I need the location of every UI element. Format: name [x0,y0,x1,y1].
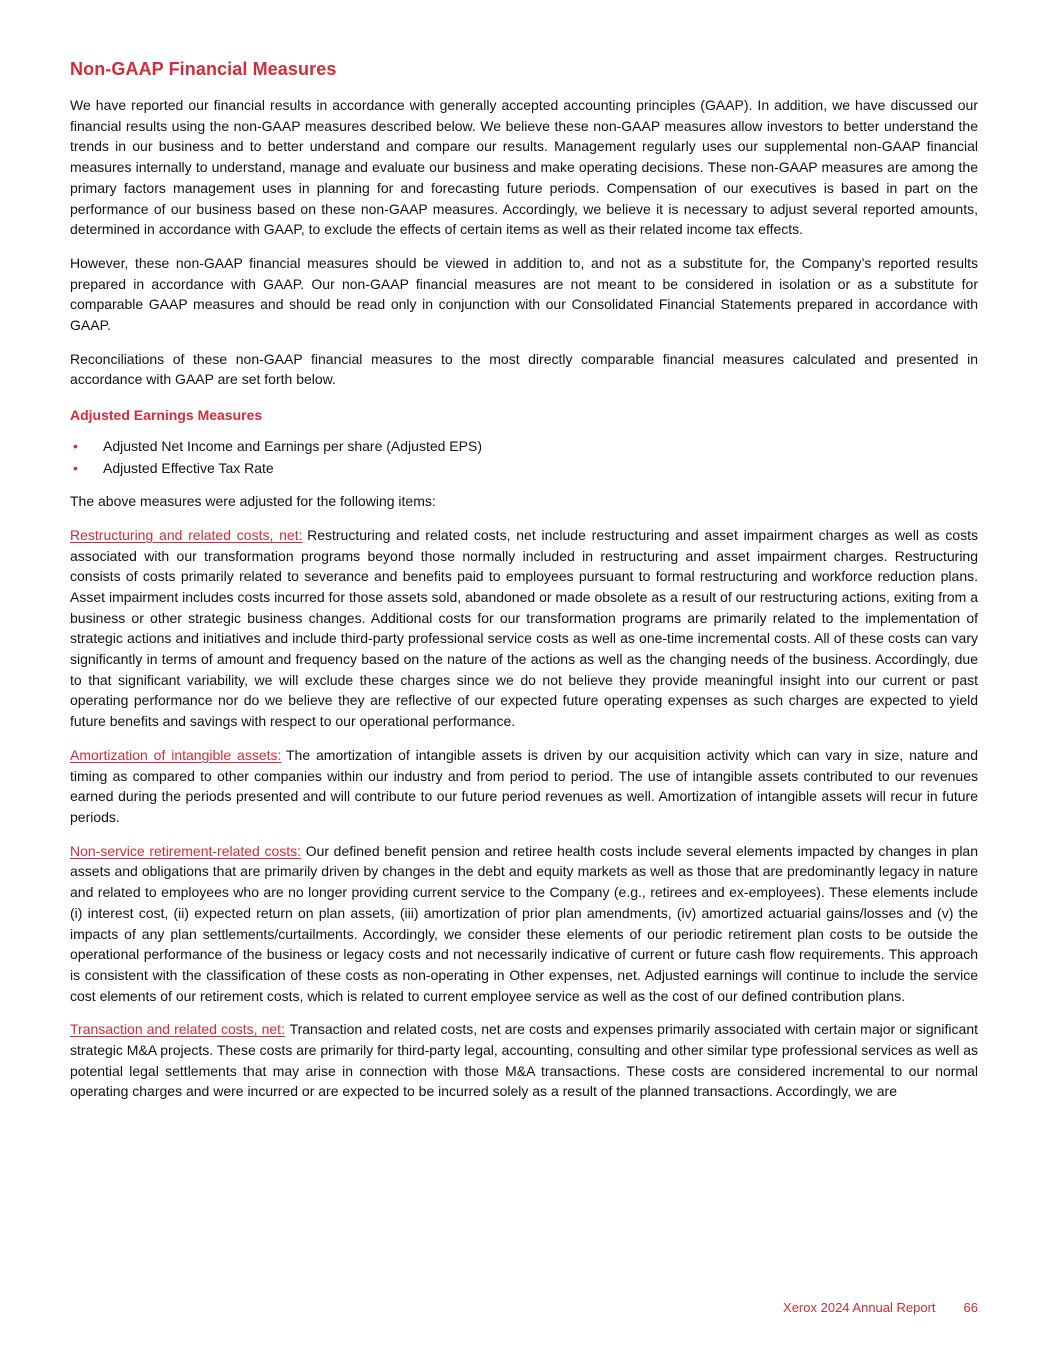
adjusted-earnings-heading: Adjusted Earnings Measures [70,407,263,424]
list-item-label: Adjusted Net Income and Earnings per share (Adjusted EPS) [103,438,482,455]
list-item-label: Adjusted Effective Tax Rate [103,459,274,476]
item-lead-non-service: Non-service retirement-related costs: [70,842,302,859]
item-lead-amortization: Amortization of intangible assets: [70,746,282,763]
adjusted-measures-list [70,436,978,479]
item-lead-transaction: Transaction and related costs, net: [70,1021,285,1038]
bullet-icon: • [73,438,78,455]
footer-page-number: 66 [963,1300,978,1315]
item-text-amortization: The amortization of intangible assets is driven by our acquisition activity which can vary in size, nature and timing as compared to other companies within our industry and from period to period. The use of intangible assets contributed to our revenues earned during the periods presented and will contribute to our future period revenues as well. Amortization of intangible assets will recur in future periods. [70,746,978,825]
item-text-restructuring: Restructuring and related costs, net include restructuring and asset impairment charges as well as costs associated with our transformation programs beyond those normally included in restructuring and asset impairment charges. Restructuring consists of costs primarily related to severance and benefits paid to employees pursuant to formal restructuring and workforce reduction plans. Asset impairment includes costs incurred for those assets sold, abandoned or made obsolete as a result of our restructuring actions, exiting from a business or other strategic business changes. Additional costs for our transformation programs are primarily related to the implementation of strategic actions and initiatives and include third-party professional service costs as well as one-time incremental costs. All of these costs can vary significantly in terms of amount and frequency based on the nature of the actions as well as the changing needs of the business. Accordingly, due to that significant variability, we will exclude these charges since we do not believe they provide meaningful insight into our current or past operating performance nor do we believe they are reflective of our expected future operating expenses as such charges are expected to yield future benefits and savings with respect to our operational performance. [70,526,978,730]
bullet-icon: • [73,459,78,476]
item-lead-restructuring: Restructuring and related costs, net: [70,526,303,543]
item-text-non-service: Our defined benefit pension and retiree health costs include several elements impacted by changes in plan assets and obligations that are primarily driven by changes in the debt and equity markets as well as those that are predominantly legacy in nature and related to employees who are no longer providing current service to the Company (e.g., retirees and ex-employees). These elements include (i) interest cost, (ii) expected return on plan assets, (iii) amortization of prior plan amendments, (iv) amortized actuarial gains/losses and (v) the impacts of any plan settlements/curtailments. Accordingly, we consider these elements of our periodic retirement plan costs to be outside the operational performance of the business or legacy costs and not necessarily indicative of current or future cash flow requirements. This approach is consistent with the classification of these costs as non-operating in Other expenses, net. Adjusted earnings will continue to include the service cost elements of our retirement costs, which is related to current employee service as well as the cost of our defined contribution plans. [70,842,978,1004]
intro-paragraph-1: We have reported our financial results in accordance with generally accepted accounting principles (GAAP). In addition, we have discussed our financial results using the non-GAAP measures described below. We believe these non-GAAP measures allow investors to better understand the trends in our business and to better understand and compare our results. Management regularly uses our supplemental non-GAAP financial measures internally to understand, manage and evaluate our business and make operating decisions. These non-GAAP measures are among the primary factors management uses in planning for and forecasting future periods. Compensation of our executives is based in part on the performance of our business based on these non-GAAP measures. Accordingly, we believe it is necessary to adjust several reported amounts, determined in accordance with GAAP, to exclude the effects of certain items as well as their related income tax effects. [70,97,978,238]
list-item [70,436,978,458]
item-paragraph-non-service [70,841,978,1007]
item-text-transaction: Transaction and related costs, net are costs and expenses primarily associated with certain major or significant strategic M&A projects. These costs are primarily for third-party legal, accounting, consulting and other similar type professional services as well as potential legal settlements that may arise in connection with those M&A transactions. These costs are considered incremental to our normal operating charges and were incurred or are expected to be incurred solely as a result of the planned transactions. Accordingly, we are [70,1021,979,1100]
item-paragraph-restructuring [70,525,978,732]
item-paragraph-transaction [70,1019,978,1102]
list-item [70,458,978,480]
footer-report-label: Xerox 2024 Annual Report [783,1300,936,1315]
page-title: Non-GAAP Financial Measures [70,59,337,79]
intro-paragraph-3: Reconciliations of these non-GAAP financial measures to the most directly comparable financial measures calculated and presented in accordance with GAAP are set forth below. [70,350,978,388]
page-footer [783,1300,978,1315]
item-paragraph-amortization [70,745,978,828]
items-intro: The above measures were adjusted for the following items: [70,493,436,510]
intro-paragraph-2: However, these non-GAAP financial measures should be viewed in addition to, and not as a substitute for, the Company’s reported results prepared in accordance with GAAP. Our non-GAAP financial measures are not meant to be considered in isolation or as a substitute for comparable GAAP measures and should be read only in conjunction with our Consolidated Financial Statements prepared in accordance with GAAP. [70,254,978,334]
